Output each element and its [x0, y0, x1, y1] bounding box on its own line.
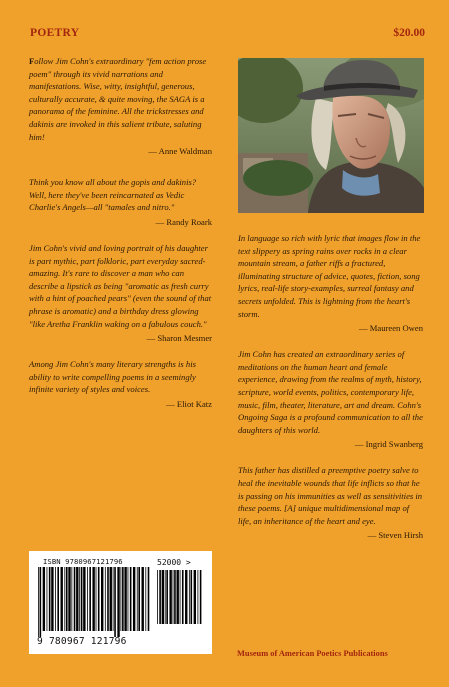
blurb-hirsh	[238, 464, 424, 540]
barcode-bar	[124, 567, 126, 631]
blurb-text: Jim Cohn has created an extraordinary series of meditations on the human heart and female experience, drawing from the realms of myth, history, scripture, world events, politics, contemporary life, music, film, theater, literature, art and dream. Cohn's Ongoing Saga is a profound communication to all the daughters of this world.	[238, 349, 423, 435]
barcode-bar	[145, 567, 146, 631]
genre-label: POETRY	[30, 27, 80, 39]
barcode-bar	[173, 570, 174, 624]
barcode-bar	[110, 567, 112, 631]
barcode-bar	[157, 570, 158, 624]
price-code: 52000 >	[157, 558, 191, 567]
barcode-bar	[47, 567, 48, 631]
barcode-bar	[89, 567, 91, 631]
blurb-author: — Sharon Mesmer	[146, 333, 212, 344]
barcode-bar	[87, 567, 88, 631]
barcode-bar	[121, 567, 122, 631]
ean-digits: 9 780967 121796	[37, 636, 127, 647]
barcode-bar	[148, 567, 150, 631]
barcode-bar	[177, 570, 179, 624]
blurb-author: — Anne Waldman	[148, 146, 212, 157]
isbn-label: ISBN 9780967121796	[43, 557, 123, 566]
barcode-bar	[169, 570, 171, 624]
isbn-barcode	[29, 551, 212, 654]
blurb-drop-letter: F	[29, 56, 35, 66]
price-label: $20.00	[393, 27, 425, 39]
barcode-bar	[81, 567, 83, 631]
barcode-bar	[122, 567, 124, 631]
blurb-author: — Steven Hirsh	[367, 530, 423, 541]
blurb-author: — Eliot Katz	[166, 398, 212, 409]
blurb-text: Jim Cohn's vivid and loving portrait of his daughter is part mythic, part folkloric, part everyday sacred-amazing. It's rare to discover a man who can describe a lipstick as being "aromatic as fresh curry with a hint of poached pears" (even the sound of that phrase is aromatic) and a birthday dress glowing "like Aretha Franklin waking on a fabulous couch."	[29, 242, 212, 329]
barcode-bar	[96, 567, 97, 631]
barcode-bar	[40, 567, 42, 637]
barcode-bar	[38, 567, 39, 637]
author-photo-image	[238, 58, 424, 213]
blurb-author: — Randy Roark	[155, 216, 212, 227]
barcode-bar	[113, 567, 114, 631]
barcode-bar	[51, 567, 53, 631]
right-blurb-column	[238, 232, 424, 555]
barcode-bar	[191, 570, 193, 624]
blurb-mesmer	[29, 242, 213, 343]
blurb-text: ollow Jim Cohn's extraordinary "fem action prose poem" through its vivid narrations and manifestations. Wise, witty, insightful, generous, culturally accurate, & quite moving, the SAGA is a panorama of the feminine. All the trickstresses and dakinis are invoked in this salient tribute, saluting him!	[29, 56, 207, 142]
barcode-bar	[200, 570, 202, 624]
blurb-swanberg	[238, 348, 424, 449]
blurb-waldman	[29, 55, 213, 156]
barcode-bar	[174, 570, 176, 624]
left-blurb-column	[29, 55, 213, 424]
barcode-bar	[138, 567, 140, 631]
barcode-bar	[114, 567, 116, 637]
barcode-bar	[68, 567, 70, 631]
barcode-bar	[182, 570, 184, 624]
barcode-bar	[165, 570, 166, 624]
barcode-bar	[194, 570, 196, 624]
barcode-bar	[101, 567, 103, 631]
barcode-bar	[189, 570, 190, 624]
barcode-bar	[74, 567, 76, 631]
barcode-bar	[128, 567, 129, 631]
blurb-quote	[29, 55, 213, 143]
barcode-bar	[71, 567, 72, 631]
barcode-bar	[92, 567, 94, 631]
barcode-bar	[159, 570, 161, 624]
barcode-bar	[57, 567, 59, 631]
barcode-bar	[61, 567, 63, 631]
barcode-bar	[166, 570, 168, 624]
barcode-bar	[180, 570, 181, 624]
blurb-author: — Maureen Owen	[359, 323, 423, 334]
blurb-text: Among Jim Cohn's many literary strengths is his ability to write compelling poems in a seemingly infinite variety of styles and voices.	[29, 359, 196, 395]
barcode-bar	[76, 567, 78, 631]
barcode-bar	[130, 567, 132, 631]
barcode-bar	[142, 567, 144, 631]
barcode-bar	[137, 567, 138, 631]
barcode-bar	[105, 567, 106, 631]
ean-barcode-bars	[38, 567, 150, 637]
barcode-bar	[162, 570, 164, 624]
barcode-bar	[107, 567, 109, 631]
blurb-roark	[29, 176, 213, 227]
barcode-bar	[98, 567, 100, 631]
barcode-bar	[66, 567, 68, 631]
barcode-bar	[55, 567, 56, 631]
barcode-bar	[117, 567, 119, 637]
addon-barcode-bars	[157, 570, 203, 637]
blurb-text: Think you know all about the gopis and dakinis? Well, here they've been reincarnated as Vedic Charlie's Angels—all "tamales and nitro."	[29, 177, 197, 213]
blurb-owen	[238, 232, 424, 333]
barcode-bar	[49, 567, 51, 631]
barcode-bar	[79, 567, 80, 631]
publisher-name: Museum of American Poetics Publications	[237, 649, 388, 658]
blurb-text: This father has distilled a preemptive poetry salve to heal the inevitable wounds that life inflicts so that he is passing on his immunities as well as sensitivities in these poems. [A] unique multidimensional map of life, an inheritance of the heart and eye.	[238, 465, 423, 526]
blurb-text: In language so rich with lyric that images flow in the text slippery as spring rains over rocks in a clear mountain stream, a father riffs a fractured, illuminating structure of advice, quotes, fiction, song lyrics, real-life story-examples, surreal fantasy and secrets unfolded. This is lightning from the heart's storm.	[238, 233, 421, 319]
blurb-author: — Ingrid Swanberg	[354, 439, 423, 450]
barcode-bar	[198, 570, 199, 624]
barcode-bar	[83, 567, 85, 631]
barcode-bar	[43, 567, 45, 631]
barcode-bar	[133, 567, 135, 631]
author-photo	[238, 58, 424, 213]
barcode-bar	[185, 570, 187, 624]
blurb-katz	[29, 358, 213, 409]
barcode-bar	[64, 567, 65, 631]
